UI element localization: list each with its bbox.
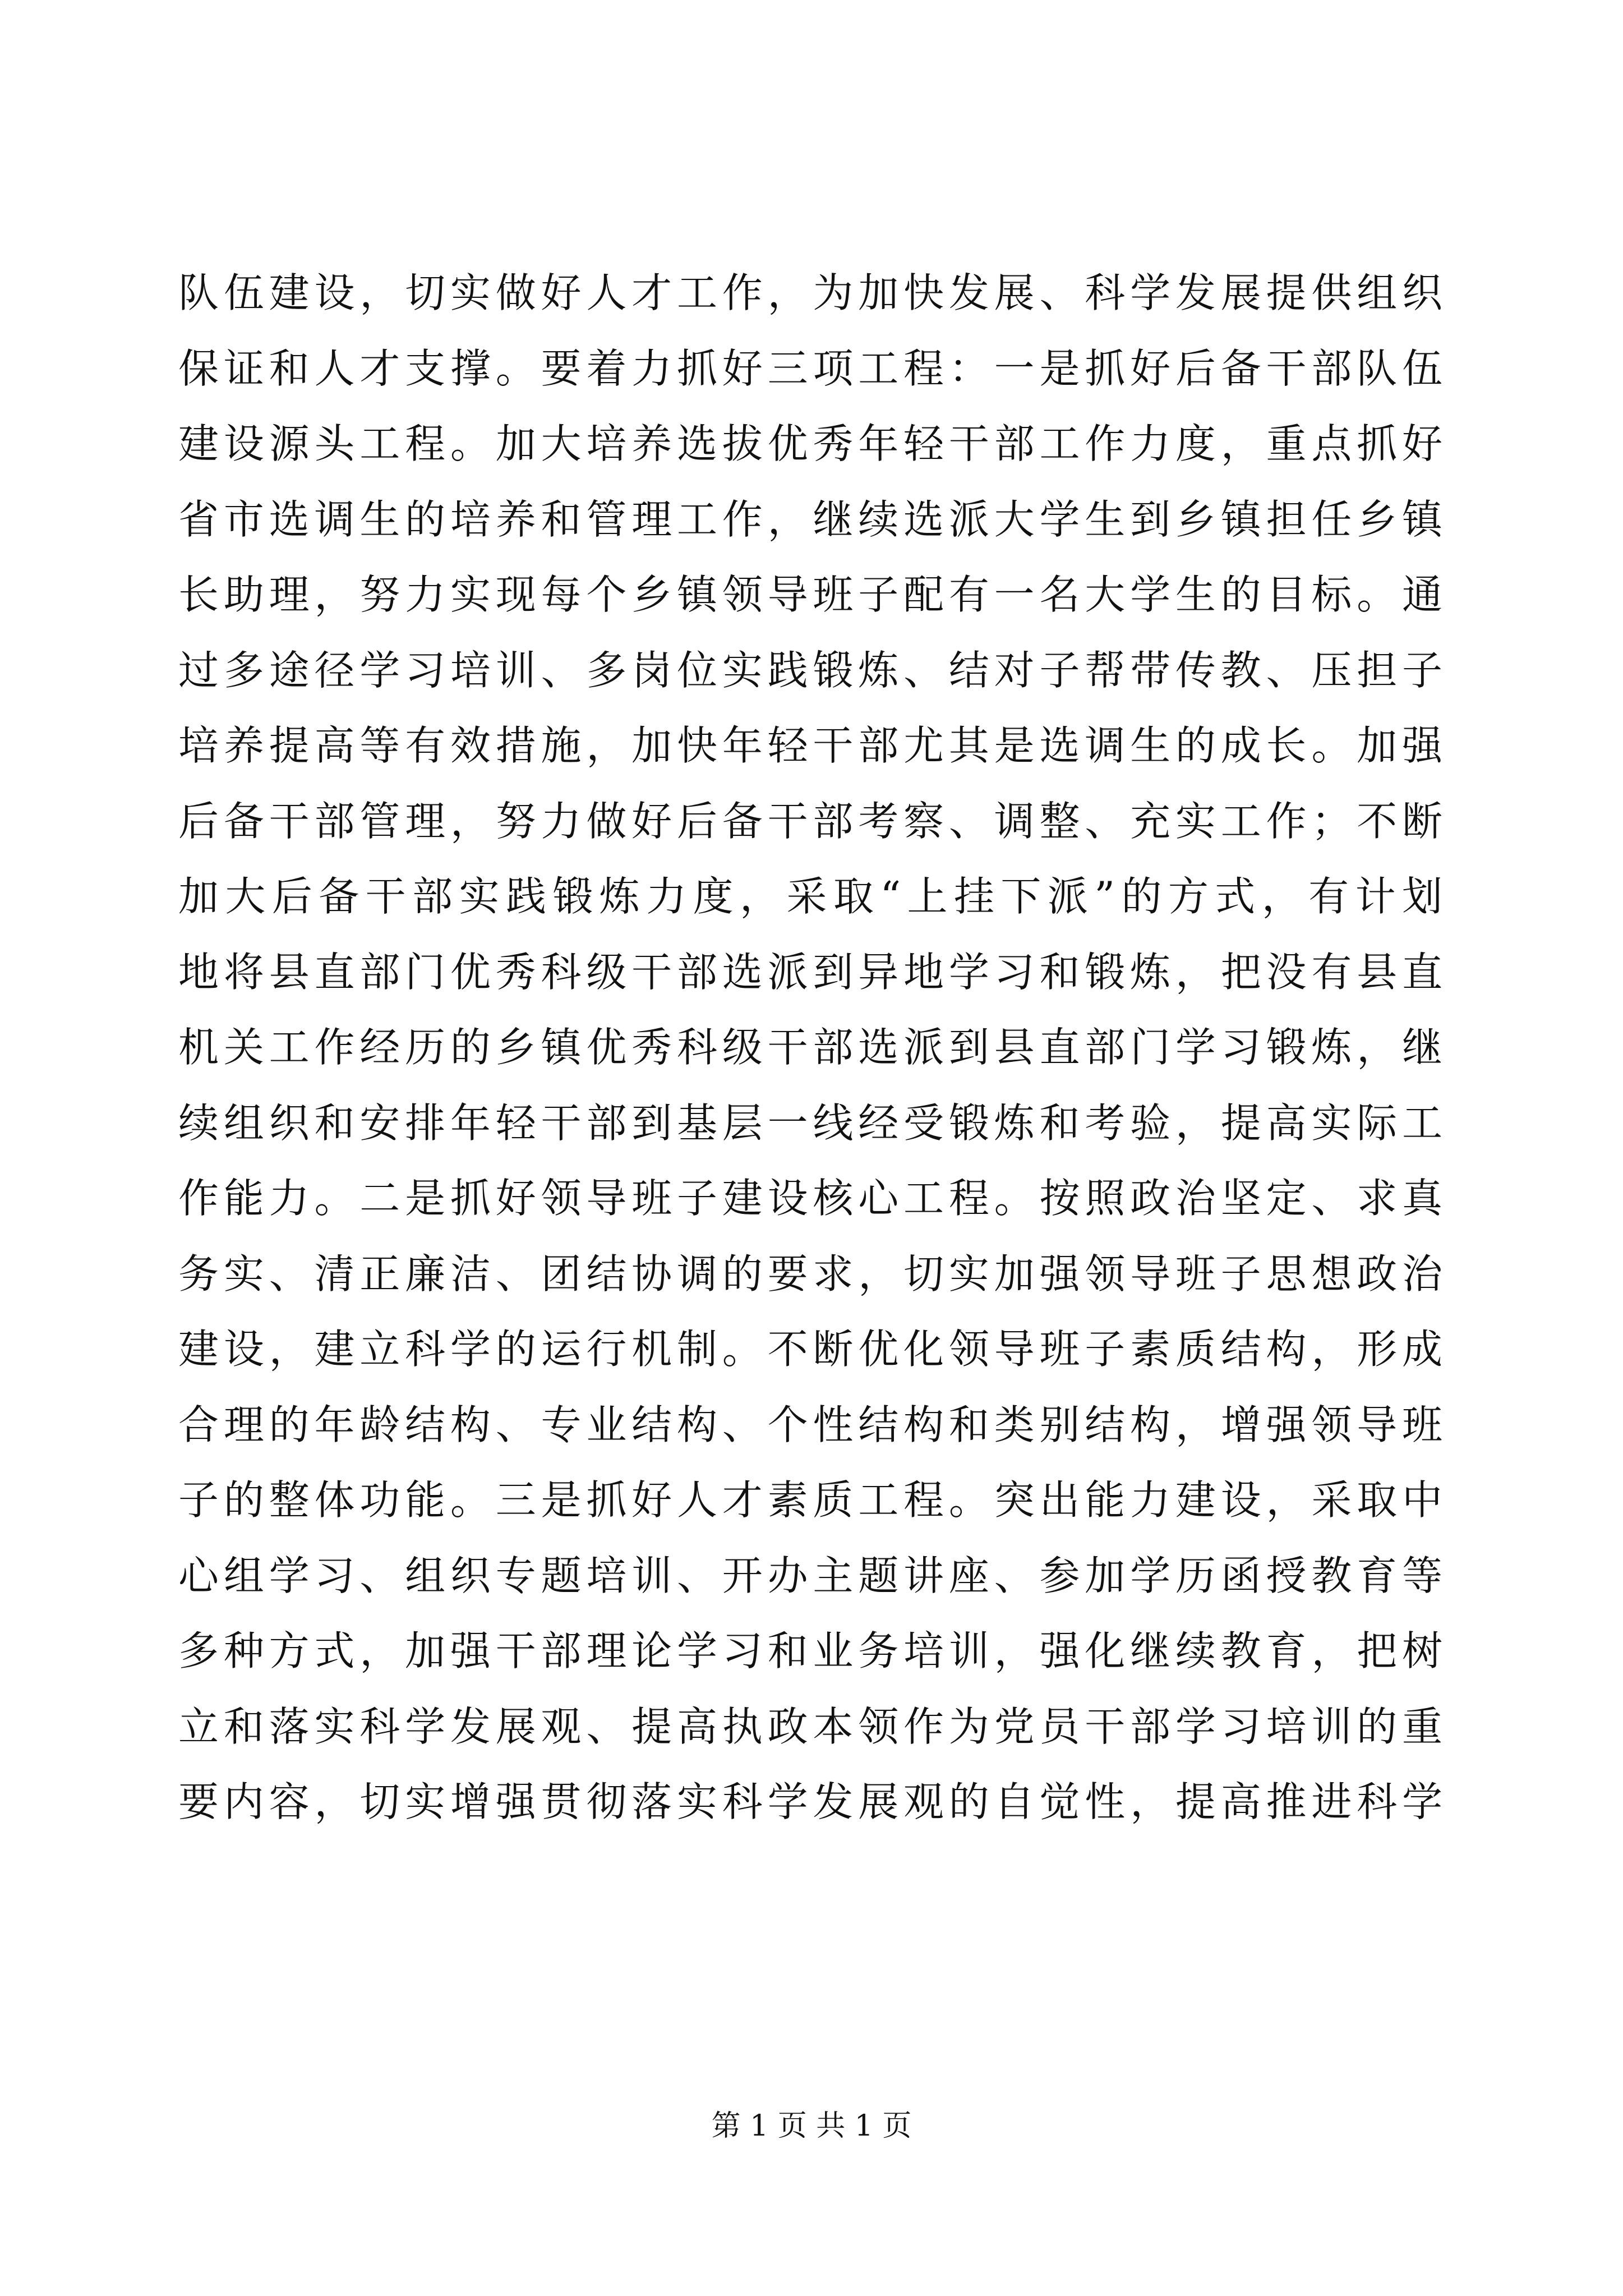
body-text [178, 255, 1442, 1840]
page-footer: 第 1 页 共 1 页 [711, 2109, 912, 2143]
text-line: 续组织和安排年轻干部到基层一线经受锻炼和考验，提高实际工 [178, 1099, 1442, 1147]
text-line: 培养提高等有效措施，加快年轻干部尤其是选调生的成长。加强 [178, 722, 1442, 769]
text-line: 机关工作经历的乡镇优秀科级干部选派到县直部门学习锻炼，继 [178, 1024, 1442, 1071]
text-line: 后备干部管理，努力做好后备干部考察、调整、充实工作；不断 [178, 797, 1442, 845]
text-line: 省市选调生的培养和管理工作，继续选派大学生到乡镇担任乡镇 [178, 495, 1442, 543]
text-line: 要内容，切实增强贯彻落实科学发展观的自觉性，提高推进科学 [178, 1778, 1442, 1825]
text-line: 过多途径学习培训、多岗位实践锻炼、结对子帮带传教、压担子 [178, 646, 1442, 694]
text-line: 建设，建立科学的运行机制。不断优化领导班子素质结构，形成 [178, 1326, 1442, 1373]
text-line: 建设源头工程。加大培养选拔优秀年轻干部工作力度，重点抓好 [178, 420, 1442, 467]
text-line: 立和落实科学发展观、提高执政本领作为党员干部学习培训的重 [178, 1703, 1442, 1750]
text-line: 子的整体功能。三是抓好人才素质工程。突出能力建设，采取中 [178, 1476, 1442, 1524]
text-line: 地将县直部门优秀科级干部选派到异地学习和锻炼，把没有县直 [178, 948, 1442, 996]
text-line: 务实、清正廉洁、团结协调的要求，切实加强领导班子思想政治 [178, 1250, 1442, 1297]
text-line: 作能力。二是抓好领导班子建设核心工程。按照政治坚定、求真 [178, 1175, 1442, 1222]
text-line: 心组学习、组织专题培训、开办主题讲座、参加学历函授教育等 [178, 1552, 1442, 1599]
text-line: 队伍建设，切实做好人才工作，为加快发展、科学发展提供组织 [178, 269, 1442, 316]
text-line: 合理的年龄结构、专业结构、个性结构和类别结构，增强领导班 [178, 1401, 1442, 1448]
text-line: 多种方式，加强干部理论学习和业务培训，强化继续教育，把树 [178, 1627, 1442, 1674]
text-line: 保证和人才支撑。要着力抓好三项工程：一是抓好后备干部队伍 [178, 344, 1442, 392]
text-line: 长助理，努力实现每个乡镇领导班子配有一名大学生的目标。通 [178, 571, 1442, 618]
text-line: 加大后备干部实践锻炼力度，采取“上挂下派”的方式，有计划 [178, 873, 1442, 920]
